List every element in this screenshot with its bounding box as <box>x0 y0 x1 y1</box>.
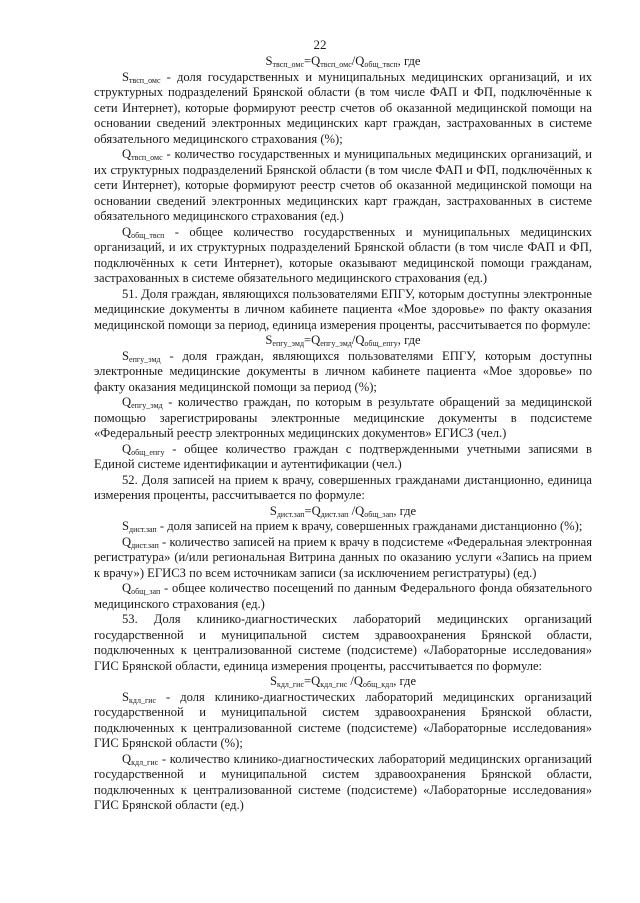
text-run: - общее количество государственных и муниципальных медицинских организаций, и их структурных подразделений Брянской области (в том числе ФАП и ФП, подключённых к сети Интернет), которые оказывают медицинской помощи гражданам, застрахованных в системе обязательного медицинского страхования (ед.) <box>94 224 592 285</box>
text-run: 52. Доля записей на прием к врачу, совершенных гражданами дистанционно, единица измерения проценты, рассчитывается по формуле: <box>94 472 592 502</box>
text-run: - доля граждан, являющихся пользователями ЕПГУ, которым доступны электронные медицинские документы в личном кабинете пациента «Мое здоровье» по факту оказания медицинской помощи за период (%); <box>94 348 592 394</box>
paragraph <box>94 349 592 396</box>
text-run: S <box>269 503 277 518</box>
paragraph <box>94 690 592 752</box>
text-run: =Q <box>304 674 321 688</box>
text-run: , где <box>393 674 417 688</box>
paragraph <box>94 581 592 612</box>
paragraph <box>94 70 592 148</box>
text-run: /Q <box>351 333 365 347</box>
text-run: =Q <box>304 333 321 347</box>
subscript: кдл_гис <box>131 757 159 767</box>
subscript: общ_твсп <box>364 60 398 69</box>
text-run: Q <box>122 534 132 549</box>
subscript: кдл_гис <box>276 680 305 689</box>
text-run: S <box>122 689 130 704</box>
subscript: кдл_гис <box>129 695 157 705</box>
text-run: Q <box>122 224 132 239</box>
text-run: - доля государственных и муниципальных медицинских организаций, и их структурных подразделений Брянской области (в том числе ФАП и ФП, подключённые к сети Интернет), которые формируют реестр счетов об оказанной медицинской помощи на основании сведений электронных медицинских карт граждан, застрахованных в системе обязательного медицинского страхования (%); <box>94 69 592 146</box>
text-run: S <box>265 333 273 347</box>
text-run: /Q <box>347 674 364 688</box>
text-run: =Q <box>304 503 321 518</box>
formula-line <box>94 333 592 349</box>
subscript: епгу_эмд <box>131 401 163 410</box>
text-run: Q <box>122 751 132 766</box>
subscript: кдл_гис <box>320 680 348 689</box>
text-run: Q <box>122 441 132 456</box>
text-run: , где <box>397 333 421 347</box>
subscript: дист.зап <box>276 509 305 519</box>
subscript: твсп_омс <box>131 153 163 162</box>
paragraph <box>94 395 592 442</box>
text-run: Q <box>122 147 132 161</box>
subscript: твсп_омс <box>129 75 161 85</box>
paragraph <box>94 287 592 334</box>
paragraph <box>94 752 592 814</box>
paragraph <box>94 225 592 287</box>
formula-line <box>94 674 592 690</box>
text-run: 53. Доля клинико-диагностических лабораторий медицинских организаций государственной и муниципальной систем здравоохранения Брянской области, подключенных к централизованной системе (подсистеме) «Лабораторные исследования» ГИС Брянской области, единица измерения проценты, рассчитывается по формуле: <box>94 612 592 673</box>
formula-line <box>94 54 592 70</box>
text-run: - общее количество посещений по данным Федерального фонда обязательного медицинского страхования (ед.) <box>94 581 592 611</box>
text-run: S <box>269 674 277 688</box>
paragraph <box>94 535 592 582</box>
text-run: /Q <box>348 503 365 518</box>
subscript: дист.зап <box>320 509 349 519</box>
formula-line <box>94 504 592 520</box>
subscript: общ_зап <box>364 509 394 519</box>
text-run: =Q <box>304 54 321 68</box>
paragraph <box>94 612 592 674</box>
text-run: - количество клинико-диагностических лабораторий медицинских организаций государственной и муниципальной систем здравоохранения Брянской области, подключенных к централизованной системе (подсистеме) «Лабораторные исследования» ГИС Брянской области (ед.) <box>94 751 592 812</box>
text-run: - общее количество граждан с подтвержденными учетными записями в Единой системе идентификации и аутентификации (чел.) <box>94 441 592 471</box>
subscript: епгу_эмд <box>272 339 305 348</box>
text-run: S <box>122 519 130 533</box>
subscript: общ_епгу <box>131 447 165 457</box>
text-run: S <box>265 54 273 68</box>
subscript: общ_зап <box>131 587 161 596</box>
text-run: - количество граждан, по которым в результате обращений за медицинской помощью зарегистрированы электронные медицинские документы в подсистеме «Федеральный реестр электронных медицинских документов» ЕГИСЗ (чел.) <box>94 395 592 440</box>
document-body <box>94 54 592 814</box>
text-run: S <box>122 69 130 84</box>
text-run: - доля клинико-диагностических лабораторий медицинских организаций государственной и муниципальной систем здравоохранения Брянской области, подключенных к централизованной системе (подсистеме) «Лабораторные исследования» ГИС Брянской области (%); <box>94 689 592 750</box>
subscript: твсп_омс <box>320 60 352 69</box>
paragraph <box>94 519 592 535</box>
subscript: твсп_омс <box>272 60 305 69</box>
text-run: , где <box>393 503 417 518</box>
paragraph <box>94 473 592 504</box>
paragraph <box>94 442 592 473</box>
text-run: 51. Доля граждан, являющихся пользователями ЕПГУ, которым доступны электронные медицинские документы в личном кабинете пациента «Мое здоровье» по факту оказания медицинской помощи за период, единица измерения проценты, рассчитывается по формуле: <box>94 286 592 332</box>
text-run: - количество записей на прием к врачу в подсистеме «Федеральная электронная регистратура» (и/или региональная Витрина данных по оказанию услуги «Запись на прием к врачу») ЕГИСЗ по всем источникам записи (за исключением регистратуры) (ед.) <box>94 534 592 580</box>
subscript: епгу_эмд <box>320 339 352 348</box>
subscript: дист.зап <box>131 540 159 550</box>
text-run: Q <box>122 395 132 409</box>
subscript: епгу_эмд <box>129 354 161 364</box>
text-run: - доля записей на прием к врачу, совершенных гражданами дистанционно (%); <box>156 519 583 533</box>
text-run: /Q <box>351 54 365 68</box>
subscript: дист.зап <box>129 525 157 534</box>
subscript: общ_кдл <box>363 680 394 689</box>
subscript: общ_твсп <box>131 230 165 240</box>
text-run: Q <box>122 581 132 595</box>
page-number: 22 <box>313 37 327 52</box>
paragraph <box>94 147 592 225</box>
text-run: , где <box>397 54 421 68</box>
text-run: S <box>122 348 130 363</box>
text-run: - количество государственных и муниципальных медицинских организаций, и их структурных подразделений Брянской области (в том числе ФАП и ФП, подключённых к сети Интернет), которые формируют реестр счетов об оказанной медицинской помощи на основании сведений электронных медицинских карт граждан, застрахованных в системе обязательного медицинского страхования (ед.) <box>94 147 592 223</box>
subscript: общ_епгу <box>364 339 398 348</box>
